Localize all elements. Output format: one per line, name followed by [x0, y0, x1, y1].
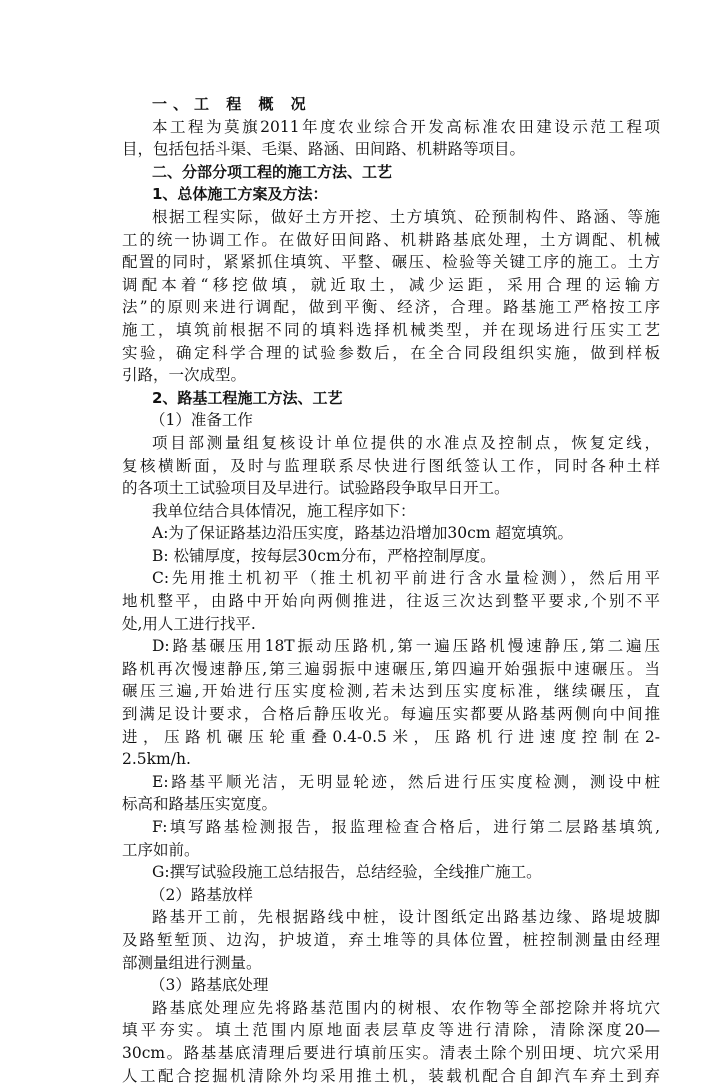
text-line: 调配本着“移挖做填，就近取土，减少运距，采用合理的运输方: [122, 275, 660, 294]
text-line: 碾压三遍,开始进行压实度检测,若未达到压实度标准，继续碾压，直: [122, 682, 660, 701]
text-line: B: 松铺厚度，按每层30cm分布，严格控制厚度。: [152, 546, 496, 565]
text-line: 根据工程实际，做好土方开挖、土方填筑、砼预制构件、路涵、等施: [152, 207, 660, 226]
text-line: 工序如前。: [122, 840, 200, 859]
text-line: 填平夯实。填土范围内原地面表层草皮等进行清除，清除深度20—: [122, 1021, 660, 1040]
text-line: 及路堑堑顶、边沟，护坡道，弃土堆等的具体位置，桩控制测量由经理: [122, 930, 660, 949]
text-line: 到满足设计要求，合格后静压收光。每遍压实都要从路基两侧向中间推: [122, 705, 660, 724]
text-line: 1、总体施工方案及方法：: [152, 185, 328, 204]
text-line: （1）准备工作: [150, 411, 253, 430]
text-line: 一、工 程 概 况: [152, 95, 312, 113]
text-line: 部测量组进行测量。: [122, 953, 262, 972]
text-line: 复核横断面，及时与监理联系尽快进行图纸签认工作，同时各种土样: [122, 456, 660, 475]
text-line: 项目部测量组复核设计单位提供的水准点及控制点，恢复定线，: [152, 433, 660, 452]
text-line: A:为了保证路基边沿压实度，路基边沿增加30cm 超宽填筑。: [152, 524, 573, 543]
text-line: （2）路基放样: [150, 885, 253, 904]
text-line: F:填写路基检测报告，报监理检查合格后，进行第二层路基填筑,: [152, 818, 660, 836]
text-line: 30cm。路基基底清理后要进行填前压实。清表土除个别田埂、坑穴采用: [122, 1043, 660, 1062]
document-page: [122, 93, 660, 1087]
text-line: 本工程为莫旗2011年度农业综合开发高标准农田建设示范工程项: [152, 117, 660, 136]
text-line: （3）路基底处理: [150, 976, 269, 995]
text-line: 人工配合挖掘机清除外均采用推土机，装载机配合自卸汽车弃土到弃: [122, 1066, 660, 1085]
text-line: E:路基平顺光洁，无明显轮迹，然后进行压实度检测，测设中桩: [152, 772, 660, 791]
text-line: 我单位结合具体情况，施工程序如下：: [152, 501, 416, 520]
text-line: 标高和路基压实宽度。: [122, 795, 278, 814]
text-line: 路基开工前，先根据路线中桩，设计图纸定出路基边缘、路堤坡脚: [152, 908, 660, 927]
text-line: 2.5km/h.: [122, 750, 191, 769]
text-line: 进，压路机碾压轮重叠0.4-0.5米，压路机行进速度控制在2-: [122, 727, 660, 746]
text-line: 工的统一协调工作。在做好田间路、机耕路基底处理，土方调配、机械: [122, 230, 660, 249]
text-line: 施工，填筑前根据不同的填料选择机械类型，并在现场进行压实工艺: [122, 320, 660, 339]
text-line: G:撰写试验段施工总结报告，总结经验，全线推广施工。: [152, 863, 542, 882]
text-line: 配置的同时，紧紧抓住填筑、平整、碾压、检验等关键工序的施工。土方: [122, 253, 660, 272]
text-line: 实验，确定科学合理的试验参数后，在全合同段组织实施，做到样板: [122, 343, 660, 362]
text-line: 目，包括包括斗渠、毛渠、路涵、田间路、机耕路等项目。: [122, 140, 526, 159]
text-line: 二、分部分项工程的施工方法、工艺: [152, 162, 393, 181]
text-line: 地机整平，由路中开始向两侧推进，往返三次达到整平要求,个别不平: [122, 592, 660, 611]
text-line: 处,用人工进行找平.: [122, 614, 256, 633]
text-line: 引路，一次成型。: [122, 366, 247, 385]
text-line: D:路基碾压用18T振动压路机,第一遍压路机慢速静压,第二遍压: [152, 637, 660, 656]
text-line: C:先用推土机初平（推土机初平前进行含水量检测），然后用平: [152, 569, 660, 588]
text-line: 法”的原则来进行调配，做到平衡、经济，合理。路基施工严格按工序: [122, 298, 660, 317]
text-line: 的各项土工试验项目及早进行。试验路段争取早日开工。: [122, 479, 510, 498]
text-line: 路机再次慢速静压,第三遍弱振中速碾压,第四遍开始强振中速碾压。当: [122, 659, 660, 678]
text-line: 路基底处理应先将路基范围内的树根、农作物等全部挖除并将坑穴: [152, 998, 660, 1017]
text-line: 2、路基工程施工方法、工艺: [152, 388, 343, 407]
